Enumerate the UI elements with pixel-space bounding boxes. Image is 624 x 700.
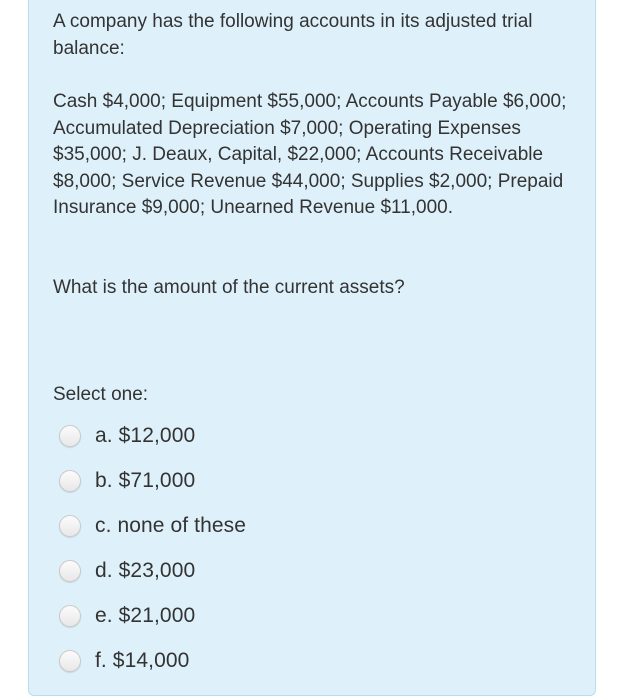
option-f[interactable] (59, 638, 246, 683)
option-c[interactable] (59, 503, 246, 548)
option-d[interactable] (59, 548, 246, 593)
option-label: d. $23,000 (95, 558, 196, 582)
radio-button[interactable] (59, 425, 81, 447)
option-b[interactable] (59, 458, 246, 503)
question-ask: What is the amount of the current assets? (53, 277, 405, 298)
option-label: e. $21,000 (95, 603, 196, 627)
question-panel (28, 0, 596, 696)
radio-button[interactable] (59, 515, 81, 537)
option-e[interactable] (59, 593, 246, 638)
option-label: c. none of these (95, 513, 247, 537)
option-a[interactable] (59, 413, 246, 458)
select-one-prompt: Select one: (53, 384, 149, 405)
radio-button[interactable] (59, 470, 81, 492)
radio-button[interactable] (59, 650, 81, 672)
question-accounts: Cash $4,000; Equipment $55,000; Accounts Payable $6,000; Accumulated Depreciation $7,000; Operating Expenses $35,000; J. Deaux, Capital, $22,000; Accounts Receivable $8,000; Service Revenue $44,000; Supplies $2,000; Prepaid Insurance $9,000; Unearned Revenue $11,000. (53, 91, 567, 218)
option-label: a. $12,000 (95, 423, 196, 447)
question-intro: A company has the following accounts in its adjusted trial balance: (53, 11, 533, 59)
option-label: f. $14,000 (95, 648, 190, 672)
radio-button[interactable] (59, 605, 81, 627)
radio-button[interactable] (59, 560, 81, 582)
option-label: b. $71,000 (95, 468, 196, 492)
answer-options (59, 413, 246, 683)
